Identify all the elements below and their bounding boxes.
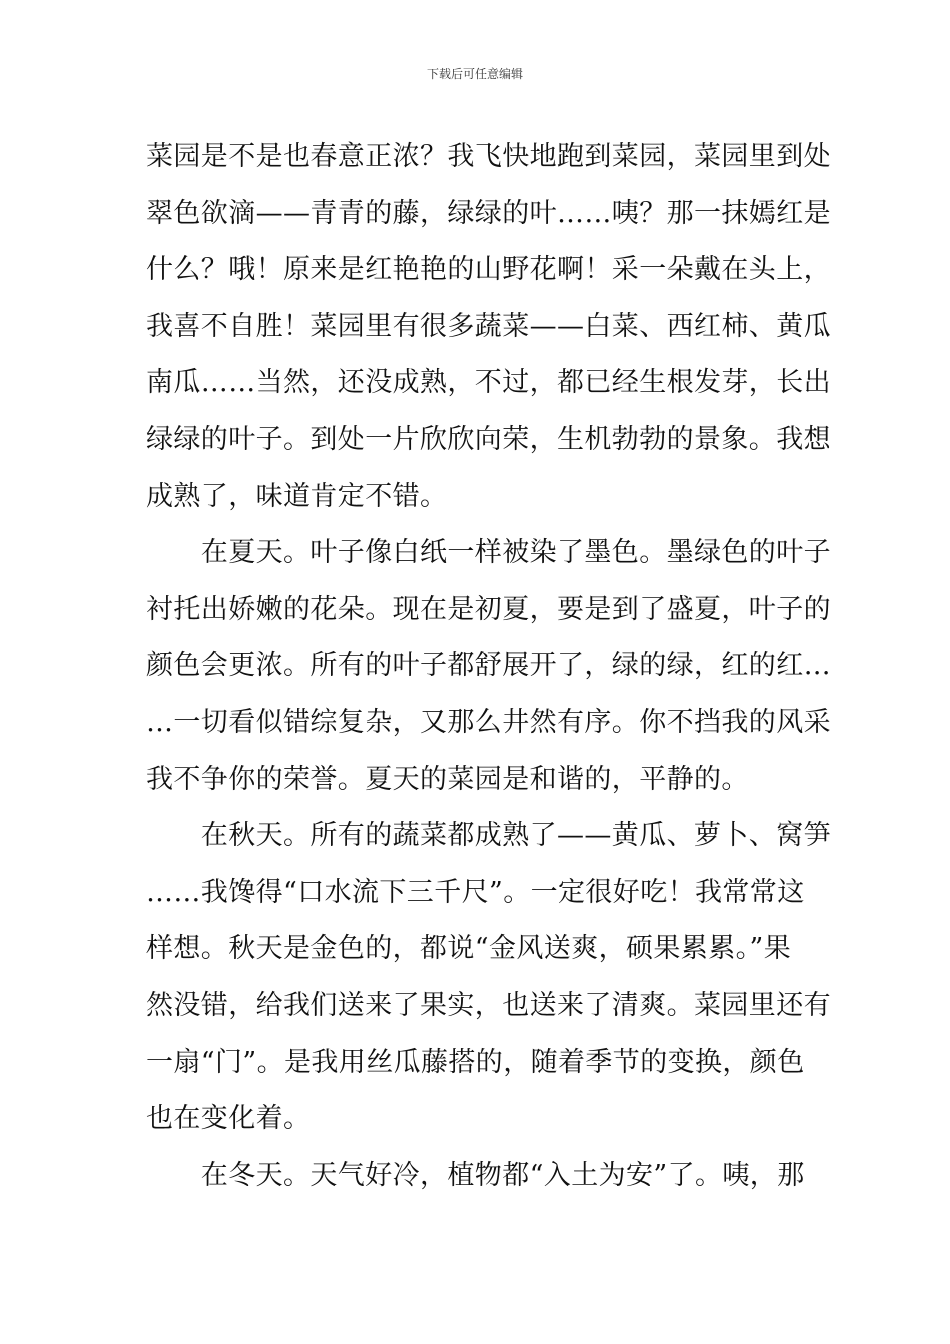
text-line: …一切看似错综复杂，又那么井然有序。你不挡我的风采: [146, 706, 831, 738]
text-line: 在冬天。天气好冷，植物都“入土为安”了。咦，那: [146, 1159, 805, 1191]
text-line: 我喜不自胜！菜园里有很多蔬菜——白菜、西红柿、黄瓜: [146, 310, 831, 342]
page-header: 下载后可任意编辑: [426, 67, 523, 81]
text-line: 在秋天。所有的蔬菜都成熟了——黄瓜、萝卜、窝笋: [146, 820, 831, 852]
text-line: 菜园是不是也春意正浓？我飞快地跑到菜园，菜园里到处: [146, 141, 831, 172]
text-line: 也在变化着。: [146, 1103, 311, 1135]
text-line: 然没错，给我们送来了果实，也送来了清爽。菜园里还有: [146, 989, 831, 1021]
text-line: 在夏天。叶子像白纸一样被染了墨色。墨绿色的叶子: [146, 537, 831, 569]
text-line: 一扇“门”。是我用丝瓜藤搭的，随着季节的变换，颜色: [146, 1046, 805, 1078]
text-line: 什么？哦！原来是红艳艳的山野花啊！采一朵戴在头上，: [146, 254, 831, 286]
text-line: 颜色会更浓。所有的叶子都舒展开了，绿的绿，红的红…: [146, 650, 831, 682]
text-line: 南瓜……当然，还没成熟，不过，都已经生根发芽，长出: [146, 367, 831, 399]
text-line: 衬托出娇嫩的花朵。现在是初夏，要是到了盛夏，叶子的: [146, 593, 831, 625]
text-line: 翠色欲滴——青青的藤，绿绿的叶……咦？那一抹嫣红是: [146, 197, 831, 229]
body-text: [146, 129, 831, 1204]
text-line: 成熟了，味道肯定不错。: [146, 480, 448, 512]
text-line: ……我馋得“口水流下三千尺”。一定很好吃！我常常这: [146, 876, 805, 908]
text-line: 绿绿的叶子。到处一片欣欣向荣，生机勃勃的景象。我想: [146, 423, 831, 455]
text-line: 我不争你的荣誉。夏天的菜园是和谐的，平静的。: [146, 763, 749, 795]
text-line: 样想。秋天是金色的，都说“金风送爽，硕果累累。”果: [146, 933, 792, 965]
